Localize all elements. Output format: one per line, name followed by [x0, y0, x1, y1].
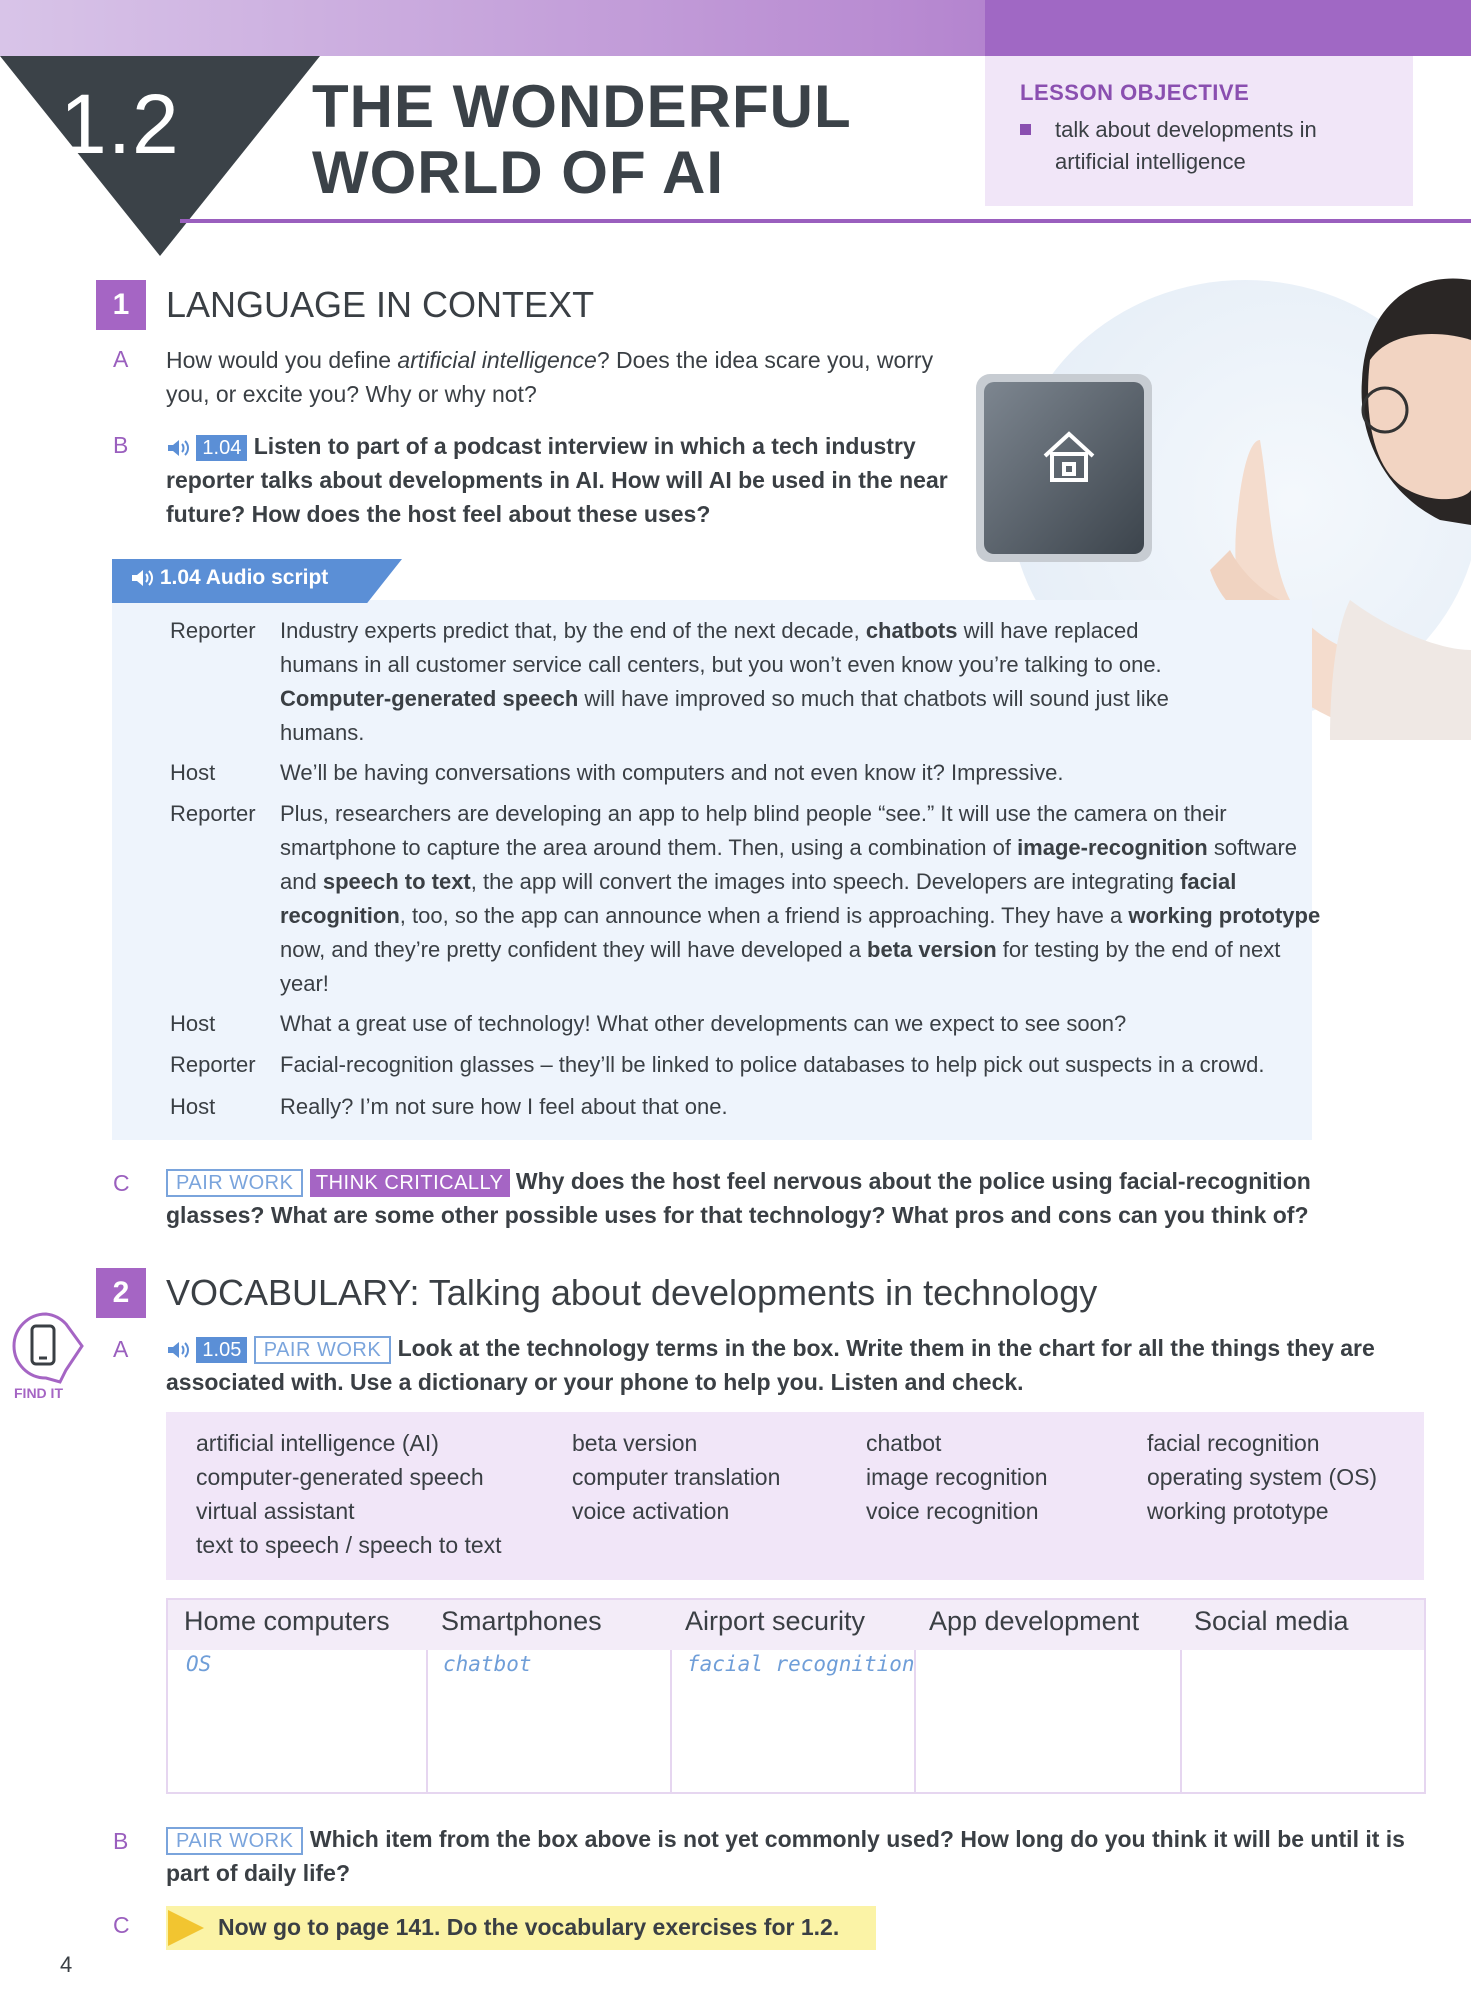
vocabulary-highlight: Computer-generated speech [280, 686, 579, 711]
handwritten-example: facial recognition [687, 1652, 915, 1676]
vocabulary-highlight: facial recognition [280, 869, 1237, 928]
speaker-name: Host [170, 760, 216, 785]
item-1c-letter: C [113, 1170, 130, 1196]
pair-work-tag: PAIR WORK [166, 1827, 303, 1855]
find-it-icon[interactable] [6, 1310, 86, 1400]
chart-answer-cell[interactable] [916, 1650, 1182, 1794]
lesson-number: 1.2 [60, 77, 180, 171]
section-1-number: 1 [96, 280, 146, 330]
dialogue-text: now, and they’re pretty confident they will have developed a [280, 937, 868, 962]
script-line [170, 756, 1270, 790]
chart-answer-cell[interactable] [1182, 1650, 1424, 1794]
find-it-label: FIND IT [14, 1385, 63, 1400]
speaker-dialogue [280, 614, 1170, 750]
vocabulary-term: chatbot [866, 1430, 942, 1456]
script-line [170, 1048, 1330, 1082]
dialogue-text: will have improved so much that chatbots will sound just like humans. [280, 686, 1169, 745]
speaker-icon [130, 568, 154, 588]
dialogue-text: What a great use of technology! What other developments can we expect to see soon? [280, 1011, 1127, 1036]
chart-column-header: Home computers [184, 1606, 390, 1636]
script-line [170, 1090, 1330, 1124]
speaker-name: Reporter [170, 618, 256, 643]
section-2-number: 2 [96, 1268, 146, 1318]
dialogue-text: Industry experts predict that, by the end of the next decade, [280, 618, 866, 643]
vocabulary-term: beta version [572, 1430, 698, 1456]
vocabulary-term: facial recognition [1147, 1430, 1320, 1456]
vocabulary-highlight: beta version [867, 937, 997, 962]
vocabulary-term: working prototype [1147, 1498, 1329, 1524]
section-2-title: VOCABULARY: Talking about developments in technology [166, 1272, 1098, 1313]
handwritten-example: OS [186, 1652, 212, 1676]
audio-script-title: 1.04 Audio script [159, 566, 329, 589]
speaker-dialogue [280, 756, 1270, 790]
item-2a-letter: A [113, 1336, 129, 1362]
dialogue-text: Plus, researchers are developing an app to help blind people “see.” It will use the camera on their smartphone to capture the area around them. Then, using a combination of [280, 801, 1227, 860]
pair-work-tag: PAIR WORK [254, 1336, 391, 1364]
item-1b-instruction: Listen to part of a podcast interview in which a tech industry reporter talks about developments in AI. How will AI be used in the near future? How does the host feel about these uses? [166, 433, 948, 527]
track-badge[interactable]: 1.05 [196, 1337, 247, 1363]
vocabulary-term: computer-generated speech [196, 1464, 484, 1490]
item-1a-post: ? Does the idea scare you, worry you, or excite you? Why or why not? [166, 347, 934, 407]
vocabulary-term: operating system (OS) [1147, 1464, 1378, 1490]
pair-work-tag: PAIR WORK [166, 1169, 303, 1197]
chart-column-header: App development [929, 1606, 1140, 1636]
speaker-dialogue [280, 1007, 1330, 1041]
speaker-dialogue [280, 797, 1330, 1001]
objective-bullet-icon [1020, 124, 1031, 135]
item-1a-pre: How would you define [166, 347, 398, 373]
vocabulary-term: voice activation [572, 1498, 730, 1524]
speaker-icon[interactable] [166, 438, 190, 458]
dialogue-text: Really? I’m not sure how I feel about that one. [280, 1094, 728, 1119]
speaker-name: Reporter [170, 801, 256, 826]
section-1-title: LANGUAGE IN CONTEXT [166, 284, 595, 325]
chart-column-header: Airport security [685, 1606, 866, 1636]
dialogue-text: for testing by the end of next year! [280, 937, 1281, 996]
title-line-2: WORLD OF AI [312, 139, 725, 206]
item-1a-text [166, 343, 956, 411]
item-1a-italic: artificial intelligence [397, 347, 597, 373]
speaker-name: Host [170, 1094, 216, 1119]
think-critically-tag: THINK CRITICALLY [310, 1169, 510, 1197]
title-line-1: THE WONDERFUL [312, 73, 852, 140]
script-line [170, 797, 1330, 1001]
item-2b-instruction: Which item from the box above is not yet commonly used? How long do you think it will be until it is part of daily life? [166, 1826, 1405, 1886]
vocabulary-term: voice recognition [866, 1498, 1039, 1524]
dialogue-text: , the app will convert the images into speech. Developers are integrating [470, 869, 1181, 894]
vocabulary-term: artificial intelligence (AI) [196, 1430, 439, 1456]
title-rule [180, 219, 1471, 223]
chart-column-header: Social media [1194, 1606, 1349, 1636]
vocabulary-term: image recognition [866, 1464, 1048, 1490]
speaker-icon[interactable] [166, 1340, 190, 1360]
page-number: 4 [60, 1952, 73, 1977]
vocabulary-term: computer translation [572, 1464, 781, 1490]
vocabulary-highlight: working prototype [1128, 903, 1321, 928]
script-line [170, 614, 1170, 750]
dialogue-text: Facial-recognition glasses – they’ll be linked to police databases to help pick out suspects in a crowd. [280, 1052, 1265, 1077]
track-badge[interactable]: 1.04 [196, 435, 247, 461]
dialogue-text: will have replaced humans in all customer service call centers, but you won’t even know you’re talking to one. [280, 618, 1162, 677]
speaker-dialogue [280, 1090, 1330, 1124]
item-2c-letter: C [113, 1912, 130, 1938]
audio-script-label [130, 566, 328, 590]
item-2b-letter: B [113, 1828, 129, 1854]
dialogue-text: software and [280, 835, 1298, 894]
vocabulary-term: virtual assistant [196, 1498, 355, 1524]
page-title [312, 74, 852, 206]
speaker-name: Host [170, 1011, 216, 1036]
handwritten-example: chatbot [443, 1652, 532, 1676]
speaker-name: Reporter [170, 1052, 256, 1077]
dialogue-text: , too, so the app can announce when a friend is approaching. They have a [399, 903, 1129, 928]
vocabulary-highlight: chatbots [865, 618, 958, 643]
item-2a-instruction: Look at the technology terms in the box. Write them in the chart for all the things they are associated with. Use a dictionary or your phone to help you. Listen and check. [166, 1335, 1375, 1395]
item-1b-text [166, 429, 956, 531]
top-banner-accent [985, 0, 1471, 56]
item-2b-text [166, 1822, 1416, 1890]
arrow-icon [168, 1910, 204, 1946]
vocabulary-highlight: speech to text [322, 869, 471, 894]
vocabulary-highlight: image-recognition [1017, 835, 1208, 860]
item-1c-text [166, 1164, 1366, 1232]
item-2a-text [166, 1331, 1406, 1399]
workbook-reference-text: Now go to page 141. Do the vocabulary exercises for 1.2. [218, 1914, 840, 1940]
speaker-dialogue [280, 1048, 1330, 1082]
script-line [170, 1007, 1330, 1041]
item-1c-instruction: Why does the host feel nervous about the police using facial-recognition glasses? What are some other possible uses for that technology? What pros and cons can you think of? [166, 1168, 1311, 1228]
dialogue-text: We’ll be having conversations with computers and not even know it? Impressive. [280, 760, 1064, 785]
chart-column-header: Smartphones [441, 1606, 602, 1636]
lesson-objective-heading: LESSON OBJECTIVE [1020, 80, 1250, 105]
vocabulary-term: text to speech / speech to text [196, 1532, 502, 1558]
item-1b-letter: B [113, 432, 129, 458]
lesson-objective-text: talk about developments in artificial intelligence [1055, 117, 1317, 174]
item-1a-letter: A [113, 346, 129, 372]
